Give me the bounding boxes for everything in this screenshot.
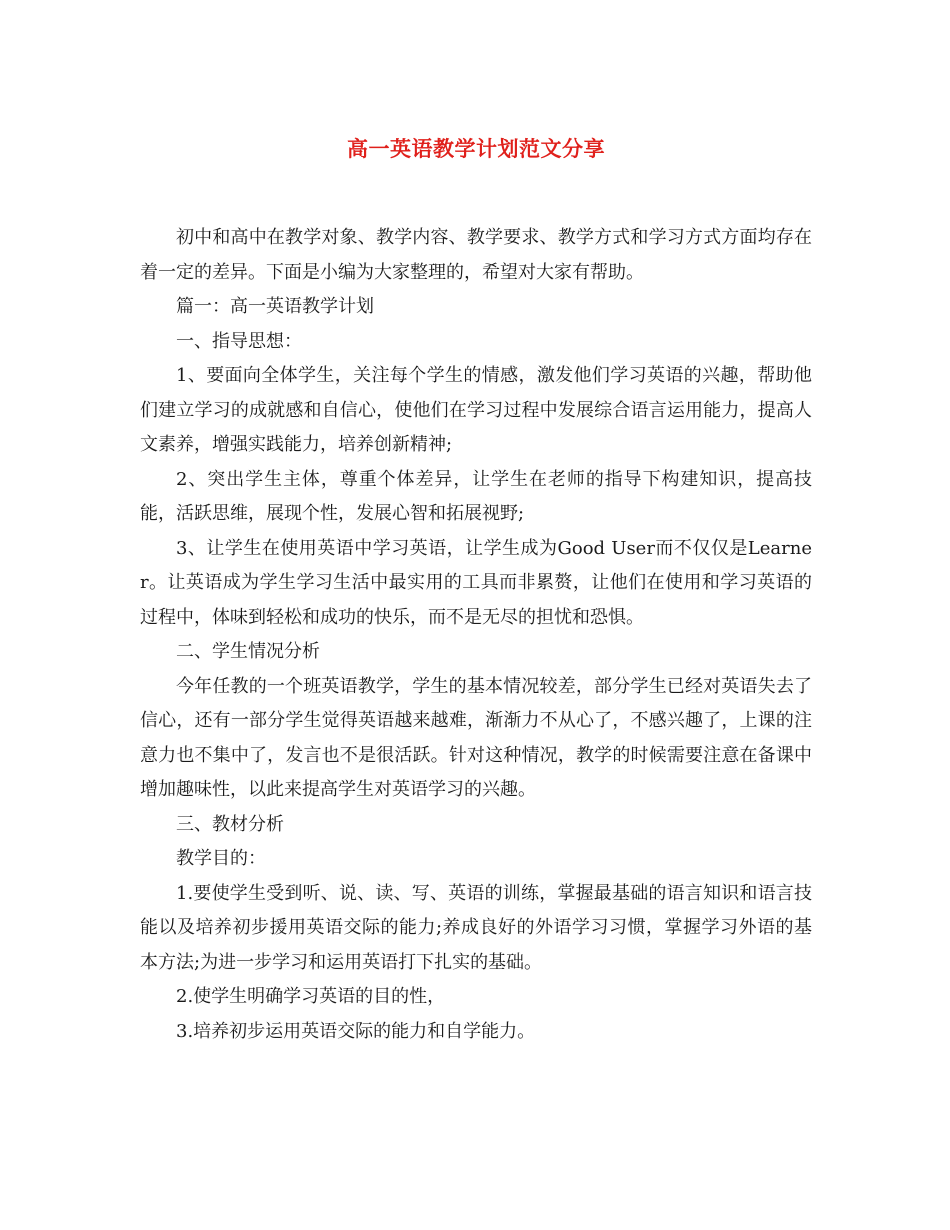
section-heading-guiding-ideas: 一、指导思想：	[176, 330, 302, 352]
paragraph-goal-1: 1.要使学生受到听、说、读、写、英语的训练，掌握最基础的语言知识和语言技能以及培养初步援用英语交际的能力;养成良好的外语学习习惯，掌握学习外语的基本方法;为进一步学习和运用英语打下扎实的基础。	[140, 882, 812, 973]
section-heading-textbook-analysis: 三、教材分析	[176, 813, 284, 835]
paragraph-goal-2: 2.使学生明确学习英语的目的性，	[176, 986, 446, 1007]
paragraph-goal-3: 3.培养初步运用英语交际的能力和自学能力。	[176, 1020, 536, 1042]
document-body	[140, 221, 812, 1049]
paragraph-student-analysis: 今年任教的一个班英语教学，学生的基本情况较差，部分学生已经对英语失去了信心，还有一部分学生觉得英语越来越难，渐渐力不从心了，不感兴趣了，上课的注意力也不集中了，发言也不是很活跃。针对这种情况，教学的时候需要注意在备课中增加趣味性，以此来提高学生对英语学习的兴趣。	[140, 675, 812, 800]
subheading-teaching-goals: 教学目的：	[176, 848, 266, 869]
section-heading-student-analysis: 二、学生情况分析	[176, 641, 320, 662]
paragraph-guiding-1: 1、要面向全体学生，关注每个学生的情感，激发他们学习英语的兴趣，帮助他们建立学习的成就感和自信心，使他们在学习过程中发展综合语言运用能力，提高人文素养，增强实践能力，培养创新精神;	[140, 365, 812, 455]
paragraph-guiding-3: 3、让学生在使用英语中学习英语，让学生成为Good User而不仅仅是Learner。让英语成为学生学习生活中最实用的工具而非累赘，让他们在使用和学习英语的过程中，体味到轻松和成功的快乐，而不是无尽的担忧和恐惧。	[140, 537, 812, 628]
paragraph-guiding-2: 2、突出学生主体，尊重个体差异，让学生在老师的指导下构建知识，提高技能，活跃思维，展现个性，发展心智和拓展视野;	[140, 468, 812, 524]
paragraph-intro: 初中和高中在教学对象、教学内容、教学要求、教学方式和学习方式方面均存在着一定的差异。下面是小编为大家整理的，希望对大家有帮助。	[140, 227, 812, 283]
document-title: 高一英语教学计划范文分享	[347, 136, 605, 161]
section-heading-part-one: 篇一：高一英语教学计划	[176, 296, 374, 317]
